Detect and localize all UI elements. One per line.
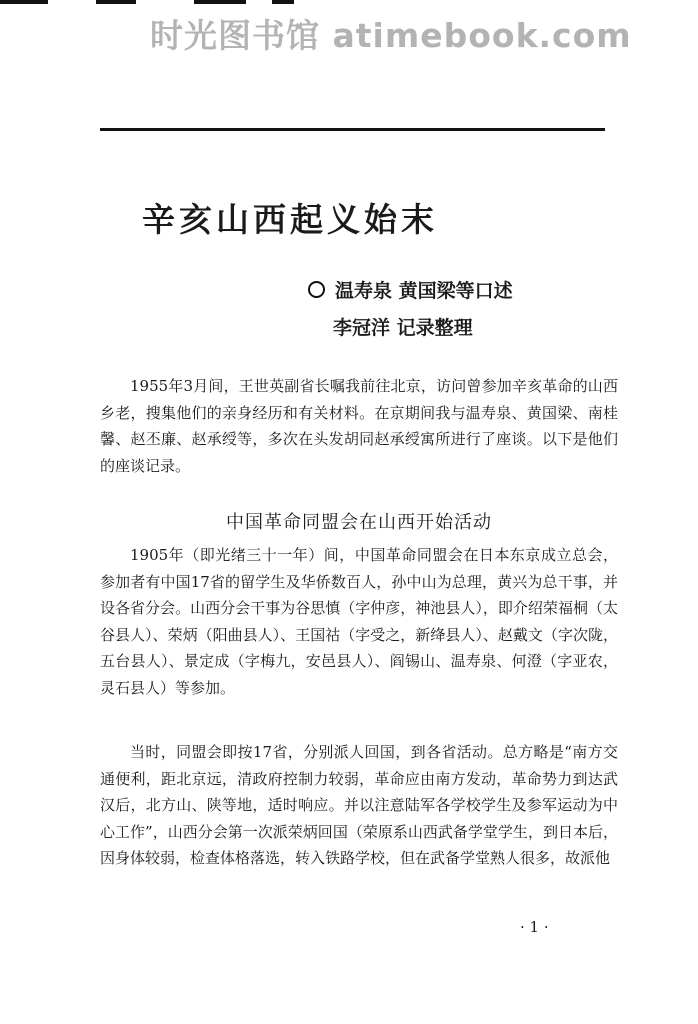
- byline-narrators-text: 温寿泉 黄国梁等口述: [335, 280, 513, 302]
- byline-narrators: [308, 276, 513, 303]
- page-title: 辛亥山西起义始末: [142, 200, 438, 239]
- section-heading: 中国革命同盟会在山西开始活动: [226, 512, 492, 533]
- body-paragraph: 当时，同盟会即按17省，分别派人回国，到各省活动。总方略是“南方交通便利，距北京远，清政府控制力较弱，革命应由南方发动，革命势力到达武汉后，北方山、陕等地，适时响应。并以注意陆军各学校学生及参军运动为中心工作”，山西分会第一次派荣炳回国（荣原系山西武备学堂学生，到日本后，因身体较弱，检查体格落选，转入铁路学校，但在武备学堂熟人很多，故派他: [100, 743, 618, 868]
- scan-edge-marks: [0, 0, 698, 8]
- body-paragraph: 1905年（即光绪三十一年）间，中国革命同盟会在日本东京成立总会，参加者有中国17省的留学生及华侨数百人，孙中山为总理，黄兴为总干事，并设各省分会。山西分会干事为谷思慎（字仲彦，神池县人），即介绍荣福桐（太谷县人）、荣炳（阳曲县人）、王国祜（字受之，新绛县人）、赵戴文（字次陇，五台县人）、景定成（字梅九，安邑县人）、阎锡山、温寿泉、何澄（字亚农，灵石县人）等参加。: [100, 546, 618, 697]
- byline-editor: 李冠洋 记录整理: [333, 317, 473, 339]
- header-rule: [100, 128, 605, 131]
- circle-bullet-icon: [308, 281, 325, 298]
- watermark: 时光图书馆 atimebook.com: [150, 16, 632, 55]
- intro-paragraph: 1955年3月间，王世英副省长嘱我前往北京，访问曾参加辛亥革命的山西乡老，搜集他们的亲身经历和有关材料。在京期间我与温寿泉、黄国梁、南桂馨、赵丕廉、赵承绶等，多次在头发胡同赵承绶寓所进行了座谈。以下是他们的座谈记录。: [100, 377, 618, 475]
- page-number: · 1 ·: [520, 918, 549, 936]
